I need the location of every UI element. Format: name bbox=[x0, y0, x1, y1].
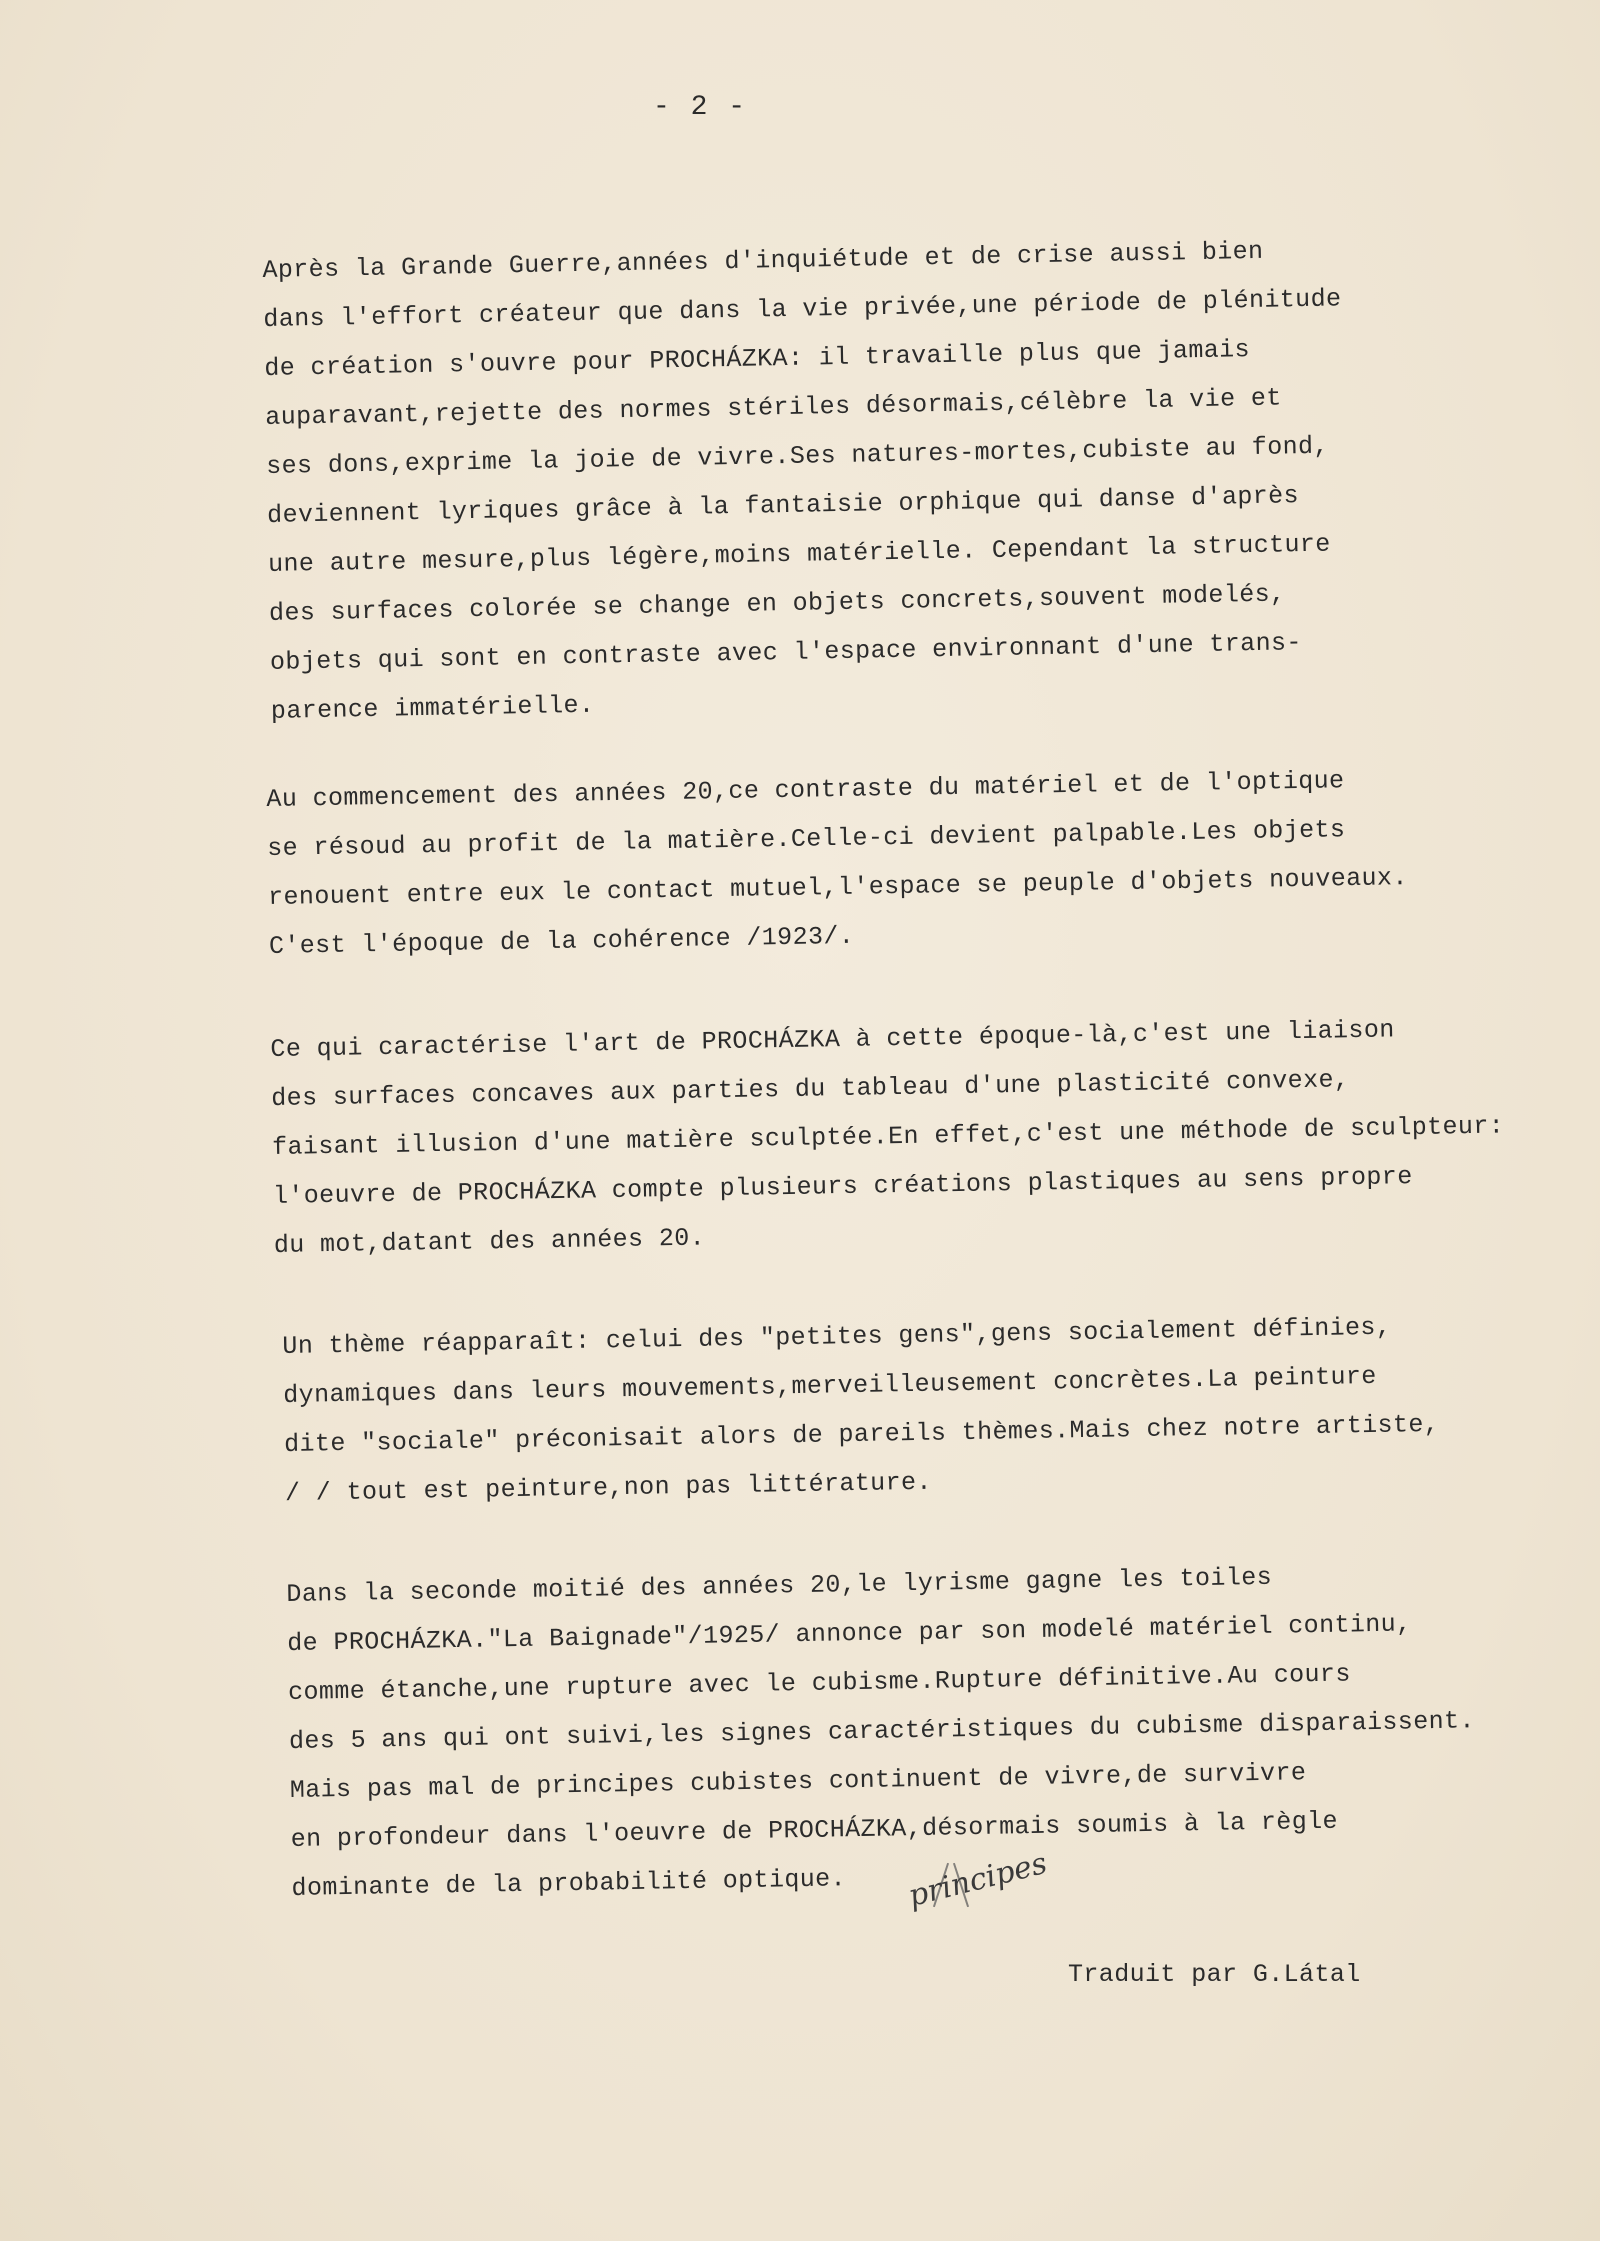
text-line: dans l'effort créateur que dans la vie privée,une période de plénitude bbox=[263, 284, 1342, 334]
page-number: - 2 - bbox=[652, 92, 747, 123]
text-line: / / tout est peinture,non pas littérature. bbox=[284, 1467, 933, 1508]
text-line: Après la Grande Guerre,années d'inquiétude et de crise aussi bien bbox=[262, 236, 1264, 285]
paragraph-2 bbox=[266, 754, 1459, 971]
text-line: objets qui sont en contraste avec l'espace environnant d'une trans- bbox=[269, 628, 1303, 677]
text-line: du mot,datant des années 20. bbox=[273, 1223, 706, 1260]
text-line: Ce qui caractérise l'art de PROCHÁZKA à cette époque-là,c'est une liaison bbox=[270, 1015, 1395, 1064]
text-line: Dans la seconde moitié des années 20,le lyrisme gagne les toiles bbox=[286, 1562, 1273, 1609]
text-line: parence immatérielle. bbox=[270, 690, 595, 726]
text-line: renouent entre eux le contact mutuel,l'espace se peuple d'objets nouveaux. bbox=[267, 863, 1408, 912]
text-line: des surfaces concaves aux parties du tableau d'une plasticité convexe, bbox=[271, 1065, 1350, 1113]
paragraph-1 bbox=[262, 223, 1461, 736]
text-line: comme étanche,une rupture avec le cubisme.Rupture définitive.Au cours bbox=[287, 1659, 1352, 1707]
text-line: Mais pas mal de principes cubistes continuent de vivre,de survivre bbox=[289, 1758, 1307, 1805]
text-line: C'est l'époque de la cohérence /1923/. bbox=[268, 921, 855, 961]
text-line: de PROCHÁZKA."La Baignade"/1925/ annonce par son modelé matériel continu, bbox=[287, 1609, 1412, 1658]
handwritten-note: principes bbox=[905, 1845, 1051, 1914]
text-line: dominante de la probabilité optique. bbox=[291, 1864, 847, 1903]
text-line: Un thème réapparaît: celui des "petites gens",gens socialement définies, bbox=[282, 1312, 1392, 1361]
text-line: des 5 ans qui ont suivi,les signes caractéristiques du cubisme disparaissent. bbox=[288, 1706, 1476, 1756]
translator-signature: Traduit par G.Látal bbox=[1068, 1960, 1361, 1989]
paragraph-3 bbox=[270, 1004, 1505, 1270]
text-line: se résoud au profit de la matière.Celle-ci devient palpable.Les objets bbox=[267, 815, 1346, 863]
text-line: des surfaces colorée se change en objets concrets,souvent modelés, bbox=[268, 579, 1286, 628]
text-line: ses dons,exprime la joie de vivre.Ses natures-mortes,cubiste au fond, bbox=[265, 431, 1330, 481]
text-line: l'oeuvre de PROCHÁZKA compte plusieurs créations plastiques au sens propre bbox=[272, 1162, 1413, 1211]
text-line: dite "sociale" préconisait alors de pareils thèmes.Mais chez notre artiste, bbox=[283, 1409, 1440, 1459]
text-line: deviennent lyriques grâce à la fantaisie orphique qui danse d'après bbox=[266, 481, 1300, 530]
text-line: Au commencement des années 20,ce contraste du matériel et de l'optique bbox=[266, 766, 1345, 814]
text-line: de création s'ouvre pour PROCHÁZKA: il travaille plus que jamais bbox=[264, 335, 1251, 383]
paragraph-5 bbox=[286, 1549, 1482, 1913]
text-line: faisant illusion d'une matière sculptée.En effet,c'est une méthode de sculpteur: bbox=[271, 1111, 1505, 1162]
text-line: une autre mesure,plus légère,moins matérielle. Cependant la structure bbox=[267, 529, 1331, 579]
text-line: auparavant,rejette des normes stériles désormais,célèbre la vie et bbox=[265, 383, 1282, 432]
text-line: en profondeur dans l'oeuvre de PROCHÁZKA,désormais soumis à la règle bbox=[290, 1806, 1339, 1854]
text-line: dynamiques dans leurs mouvements,merveilleusement concrètes.La peinture bbox=[283, 1361, 1377, 1410]
paragraph-4 bbox=[282, 1301, 1475, 1518]
